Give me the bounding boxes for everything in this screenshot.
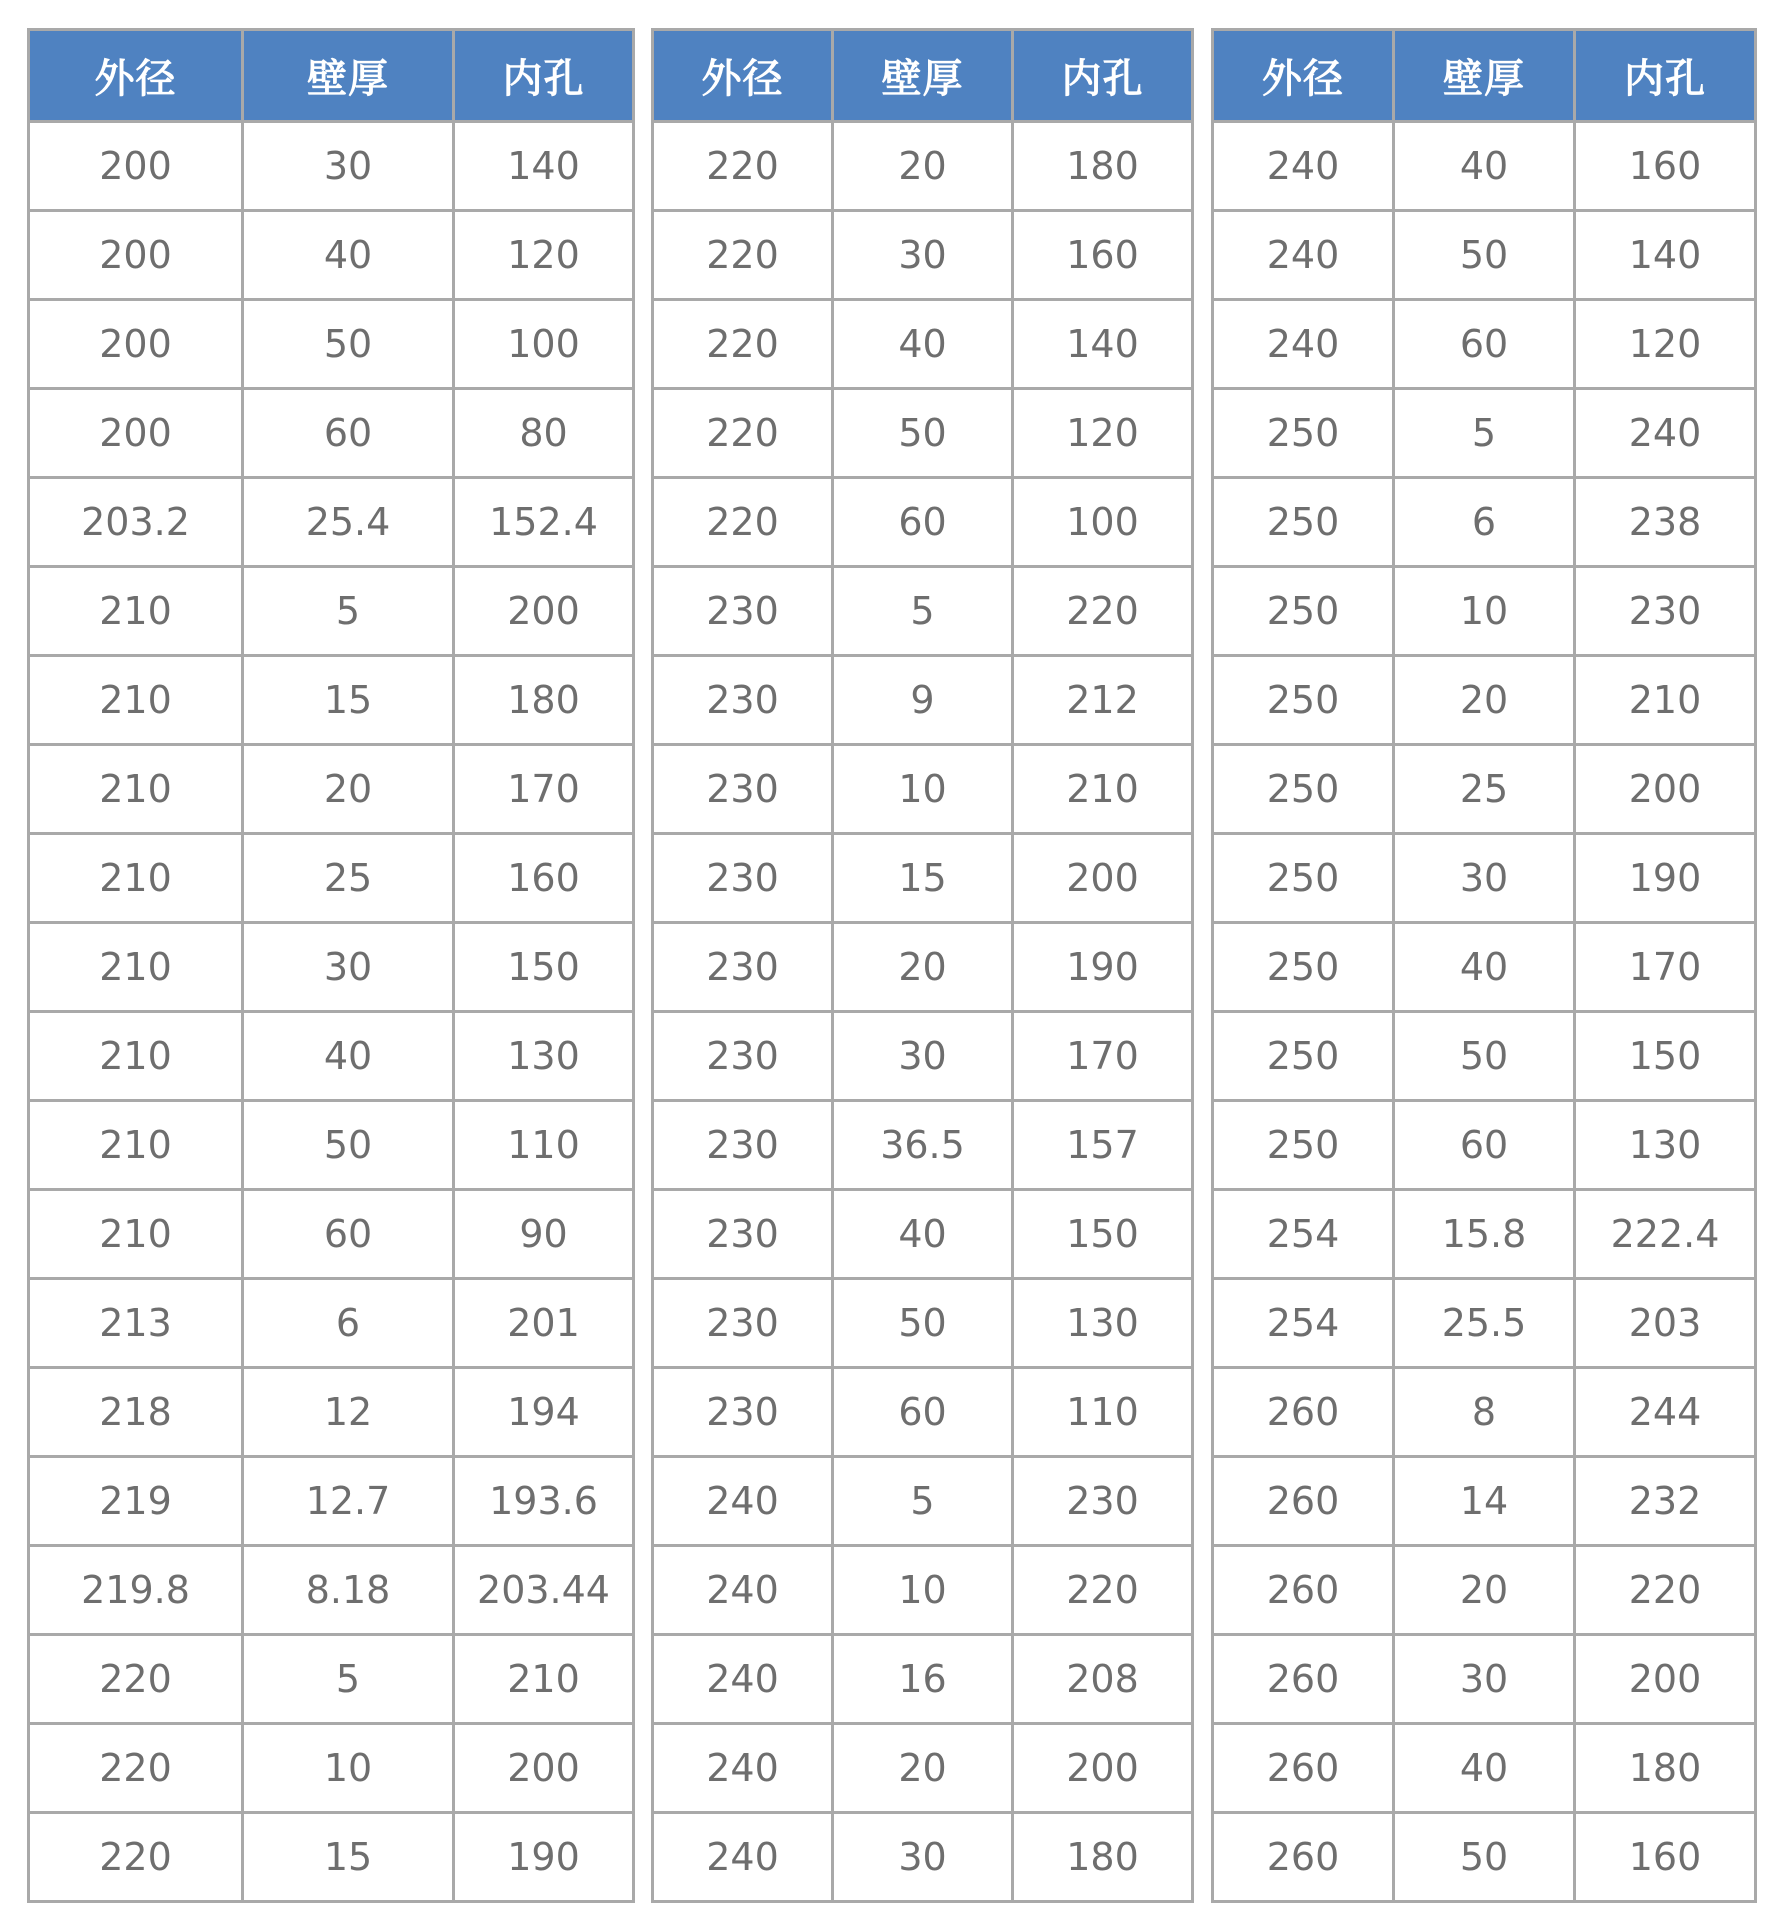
cell-outer-diameter: 230 [653,1190,833,1279]
cell-inner-bore: 200 [1013,834,1193,923]
cell-outer-diameter: 210 [29,834,243,923]
header-row [29,30,634,122]
cell-wall-thickness: 30 [243,923,454,1012]
cell-inner-bore: 150 [1575,1012,1756,1101]
cell-outer-diameter: 250 [1213,923,1394,1012]
table-row [653,1012,1193,1101]
cell-wall-thickness: 15 [243,656,454,745]
cell-inner-bore: 220 [1575,1546,1756,1635]
cell-wall-thickness: 30 [1394,1635,1575,1724]
cell-wall-thickness: 20 [833,122,1013,211]
cell-inner-bore: 244 [1575,1368,1756,1457]
table-row [29,1813,634,1902]
cell-wall-thickness: 15 [833,834,1013,923]
cell-outer-diameter: 203.2 [29,478,243,567]
header-row [653,30,1193,122]
table-row [29,211,634,300]
spec-table-3 [1211,28,1757,1903]
table-row [29,122,634,211]
cell-inner-bore: 120 [1575,300,1756,389]
table-row [1213,1101,1756,1190]
cell-wall-thickness: 20 [833,1724,1013,1813]
table-row [1213,1546,1756,1635]
table-row [1213,300,1756,389]
cell-wall-thickness: 15 [243,1813,454,1902]
cell-inner-bore: 200 [1013,1724,1193,1813]
cell-inner-bore: 230 [1575,567,1756,656]
table-row [653,1813,1193,1902]
cell-inner-bore: 210 [1575,656,1756,745]
table-row [29,1012,634,1101]
cell-inner-bore: 110 [1013,1368,1193,1457]
table-row [653,211,1193,300]
cell-wall-thickness: 20 [1394,656,1575,745]
cell-outer-diameter: 254 [1213,1279,1394,1368]
cell-inner-bore: 90 [454,1190,634,1279]
cell-outer-diameter: 250 [1213,478,1394,567]
table-row [1213,834,1756,923]
cell-outer-diameter: 219 [29,1457,243,1546]
cell-inner-bore: 200 [1575,1635,1756,1724]
cell-wall-thickness: 40 [243,211,454,300]
cell-outer-diameter: 230 [653,1279,833,1368]
cell-wall-thickness: 25.4 [243,478,454,567]
cell-inner-bore: 210 [1013,745,1193,834]
cell-outer-diameter: 210 [29,1101,243,1190]
cell-wall-thickness: 60 [1394,300,1575,389]
header-inner-bore: 内孔 [1575,30,1756,122]
cell-wall-thickness: 16 [833,1635,1013,1724]
table-row [653,300,1193,389]
cell-wall-thickness: 5 [833,567,1013,656]
table-row [29,834,634,923]
cell-inner-bore: 170 [454,745,634,834]
cell-inner-bore: 130 [1575,1101,1756,1190]
table-row [29,923,634,1012]
cell-outer-diameter: 230 [653,923,833,1012]
cell-wall-thickness: 50 [243,1101,454,1190]
cell-inner-bore: 170 [1575,923,1756,1012]
cell-inner-bore: 220 [1013,1546,1193,1635]
cell-outer-diameter: 260 [1213,1546,1394,1635]
cell-wall-thickness: 60 [243,389,454,478]
cell-outer-diameter: 260 [1213,1457,1394,1546]
table-row [653,1457,1193,1546]
cell-wall-thickness: 5 [243,1635,454,1724]
table-row [29,1368,634,1457]
table-row [29,1279,634,1368]
cell-wall-thickness: 5 [833,1457,1013,1546]
cell-outer-diameter: 220 [29,1635,243,1724]
cell-inner-bore: 130 [1013,1279,1193,1368]
table-row [653,1279,1193,1368]
cell-outer-diameter: 260 [1213,1724,1394,1813]
cell-inner-bore: 150 [454,923,634,1012]
cell-outer-diameter: 220 [653,211,833,300]
table-row [653,122,1193,211]
table-row [653,567,1193,656]
cell-outer-diameter: 210 [29,656,243,745]
cell-wall-thickness: 30 [833,1012,1013,1101]
header-outer-diameter: 外径 [653,30,833,122]
table-row [653,1190,1193,1279]
cell-outer-diameter: 230 [653,1368,833,1457]
cell-outer-diameter: 260 [1213,1368,1394,1457]
table-row [653,1368,1193,1457]
cell-inner-bore: 100 [1013,478,1193,567]
cell-inner-bore: 212 [1013,656,1193,745]
table-row [653,834,1193,923]
cell-wall-thickness: 50 [1394,211,1575,300]
cell-outer-diameter: 230 [653,656,833,745]
cell-wall-thickness: 20 [243,745,454,834]
table-row [29,389,634,478]
table-row [1213,1724,1756,1813]
cell-wall-thickness: 5 [243,567,454,656]
cell-outer-diameter: 240 [1213,211,1394,300]
cell-outer-diameter: 219.8 [29,1546,243,1635]
table-row [1213,1012,1756,1101]
cell-outer-diameter: 210 [29,567,243,656]
cell-wall-thickness: 60 [833,1368,1013,1457]
cell-outer-diameter: 250 [1213,567,1394,656]
cell-inner-bore: 230 [1013,1457,1193,1546]
cell-inner-bore: 180 [454,656,634,745]
spec-table [27,28,635,1903]
cell-wall-thickness: 25.5 [1394,1279,1575,1368]
cell-inner-bore: 100 [454,300,634,389]
cell-inner-bore: 240 [1575,389,1756,478]
cell-inner-bore: 80 [454,389,634,478]
cell-inner-bore: 180 [1013,1813,1193,1902]
cell-outer-diameter: 250 [1213,1101,1394,1190]
cell-wall-thickness: 20 [833,923,1013,1012]
cell-inner-bore: 190 [1575,834,1756,923]
cell-wall-thickness: 40 [243,1012,454,1101]
cell-wall-thickness: 50 [1394,1012,1575,1101]
table-row [1213,478,1756,567]
cell-outer-diameter: 230 [653,1012,833,1101]
cell-inner-bore: 190 [1013,923,1193,1012]
cell-wall-thickness: 12 [243,1368,454,1457]
cell-wall-thickness: 30 [833,211,1013,300]
table-row [653,389,1193,478]
table-row [1213,1190,1756,1279]
table-row [653,923,1193,1012]
header-wall-thickness: 壁厚 [1394,30,1575,122]
cell-inner-bore: 160 [1575,1813,1756,1902]
table-row [1213,389,1756,478]
cell-wall-thickness: 25 [1394,745,1575,834]
table-row [29,1190,634,1279]
cell-outer-diameter: 240 [1213,300,1394,389]
table-row [29,656,634,745]
cell-wall-thickness: 50 [833,1279,1013,1368]
cell-inner-bore: 208 [1013,1635,1193,1724]
cell-outer-diameter: 240 [653,1724,833,1813]
cell-outer-diameter: 250 [1213,1012,1394,1101]
cell-outer-diameter: 220 [653,478,833,567]
table-row [653,745,1193,834]
header-row [1213,30,1756,122]
table-row [653,1101,1193,1190]
cell-inner-bore: 160 [1013,211,1193,300]
cell-wall-thickness: 5 [1394,389,1575,478]
cell-wall-thickness: 8 [1394,1368,1575,1457]
cell-outer-diameter: 220 [653,122,833,211]
cell-outer-diameter: 240 [1213,122,1394,211]
cell-wall-thickness: 40 [833,300,1013,389]
table-row [29,1101,634,1190]
table-row [1213,122,1756,211]
cell-outer-diameter: 200 [29,211,243,300]
table-row [653,1546,1193,1635]
table-row [29,567,634,656]
cell-inner-bore: 222.4 [1575,1190,1756,1279]
cell-outer-diameter: 210 [29,1012,243,1101]
cell-wall-thickness: 40 [1394,923,1575,1012]
table-row [653,1635,1193,1724]
cell-inner-bore: 180 [1575,1724,1756,1813]
header-inner-bore: 内孔 [454,30,634,122]
cell-inner-bore: 180 [1013,122,1193,211]
cell-inner-bore: 152.4 [454,478,634,567]
cell-wall-thickness: 30 [1394,834,1575,923]
table-row [29,1457,634,1546]
header-inner-bore: 内孔 [1013,30,1193,122]
cell-wall-thickness: 20 [1394,1546,1575,1635]
cell-wall-thickness: 10 [833,1546,1013,1635]
table-row [29,745,634,834]
cell-wall-thickness: 40 [833,1190,1013,1279]
cell-wall-thickness: 36.5 [833,1101,1013,1190]
cell-inner-bore: 203 [1575,1279,1756,1368]
table-row [1213,211,1756,300]
spec-table [651,28,1194,1903]
header-outer-diameter: 外径 [1213,30,1394,122]
cell-outer-diameter: 200 [29,300,243,389]
cell-outer-diameter: 218 [29,1368,243,1457]
table-row [29,1546,634,1635]
cell-outer-diameter: 240 [653,1635,833,1724]
table-row [29,1635,634,1724]
cell-wall-thickness: 50 [833,389,1013,478]
table-row [1213,567,1756,656]
cell-outer-diameter: 250 [1213,389,1394,478]
spec-table-1 [27,28,635,1903]
cell-inner-bore: 157 [1013,1101,1193,1190]
cell-inner-bore: 140 [1013,300,1193,389]
table-row [1213,656,1756,745]
table-row [1213,1368,1756,1457]
cell-inner-bore: 140 [1575,211,1756,300]
cell-inner-bore: 232 [1575,1457,1756,1546]
cell-outer-diameter: 240 [653,1457,833,1546]
header-wall-thickness: 壁厚 [833,30,1013,122]
cell-wall-thickness: 60 [243,1190,454,1279]
cell-inner-bore: 238 [1575,478,1756,567]
cell-outer-diameter: 210 [29,923,243,1012]
cell-outer-diameter: 230 [653,1101,833,1190]
cell-wall-thickness: 10 [833,745,1013,834]
cell-outer-diameter: 240 [653,1813,833,1902]
cell-outer-diameter: 210 [29,745,243,834]
cell-wall-thickness: 50 [1394,1813,1575,1902]
cell-inner-bore: 120 [454,211,634,300]
cell-outer-diameter: 250 [1213,656,1394,745]
cell-inner-bore: 201 [454,1279,634,1368]
cell-outer-diameter: 230 [653,567,833,656]
cell-wall-thickness: 40 [1394,1724,1575,1813]
cell-inner-bore: 160 [1575,122,1756,211]
cell-inner-bore: 170 [1013,1012,1193,1101]
cell-wall-thickness: 9 [833,656,1013,745]
cell-outer-diameter: 250 [1213,834,1394,923]
cell-wall-thickness: 60 [833,478,1013,567]
cell-wall-thickness: 15.8 [1394,1190,1575,1279]
cell-inner-bore: 160 [454,834,634,923]
header-outer-diameter: 外径 [29,30,243,122]
table-row [1213,1635,1756,1724]
cell-inner-bore: 200 [1575,745,1756,834]
cell-wall-thickness: 40 [1394,122,1575,211]
cell-outer-diameter: 220 [653,389,833,478]
table-row [1213,1457,1756,1546]
table-row [1213,1279,1756,1368]
cell-outer-diameter: 230 [653,834,833,923]
table-row [653,478,1193,567]
cell-wall-thickness: 60 [1394,1101,1575,1190]
cell-outer-diameter: 220 [29,1724,243,1813]
cell-outer-diameter: 200 [29,389,243,478]
header-wall-thickness: 壁厚 [243,30,454,122]
cell-outer-diameter: 240 [653,1546,833,1635]
cell-wall-thickness: 8.18 [243,1546,454,1635]
table-row [653,656,1193,745]
cell-wall-thickness: 10 [243,1724,454,1813]
cell-inner-bore: 210 [454,1635,634,1724]
table-row [1213,1813,1756,1902]
cell-inner-bore: 194 [454,1368,634,1457]
cell-inner-bore: 193.6 [454,1457,634,1546]
cell-outer-diameter: 254 [1213,1190,1394,1279]
cell-outer-diameter: 210 [29,1190,243,1279]
cell-inner-bore: 200 [454,1724,634,1813]
cell-wall-thickness: 30 [833,1813,1013,1902]
table-row [653,1724,1193,1813]
cell-outer-diameter: 230 [653,745,833,834]
cell-inner-bore: 120 [1013,389,1193,478]
cell-wall-thickness: 10 [1394,567,1575,656]
cell-inner-bore: 203.44 [454,1546,634,1635]
cell-wall-thickness: 25 [243,834,454,923]
cell-inner-bore: 220 [1013,567,1193,656]
cell-wall-thickness: 14 [1394,1457,1575,1546]
cell-outer-diameter: 213 [29,1279,243,1368]
table-row [29,1724,634,1813]
cell-outer-diameter: 220 [653,300,833,389]
table-row [29,478,634,567]
cell-outer-diameter: 260 [1213,1813,1394,1902]
spec-table-2 [651,28,1194,1903]
cell-wall-thickness: 50 [243,300,454,389]
cell-outer-diameter: 200 [29,122,243,211]
cell-inner-bore: 200 [454,567,634,656]
cell-inner-bore: 150 [1013,1190,1193,1279]
cell-inner-bore: 190 [454,1813,634,1902]
spec-table [1211,28,1757,1903]
cell-outer-diameter: 250 [1213,745,1394,834]
table-row [1213,745,1756,834]
cell-wall-thickness: 30 [243,122,454,211]
cell-inner-bore: 130 [454,1012,634,1101]
table-row [29,300,634,389]
cell-outer-diameter: 220 [29,1813,243,1902]
cell-inner-bore: 140 [454,122,634,211]
table-row [1213,923,1756,1012]
cell-wall-thickness: 6 [243,1279,454,1368]
cell-wall-thickness: 12.7 [243,1457,454,1546]
cell-wall-thickness: 6 [1394,478,1575,567]
cell-inner-bore: 110 [454,1101,634,1190]
cell-outer-diameter: 260 [1213,1635,1394,1724]
